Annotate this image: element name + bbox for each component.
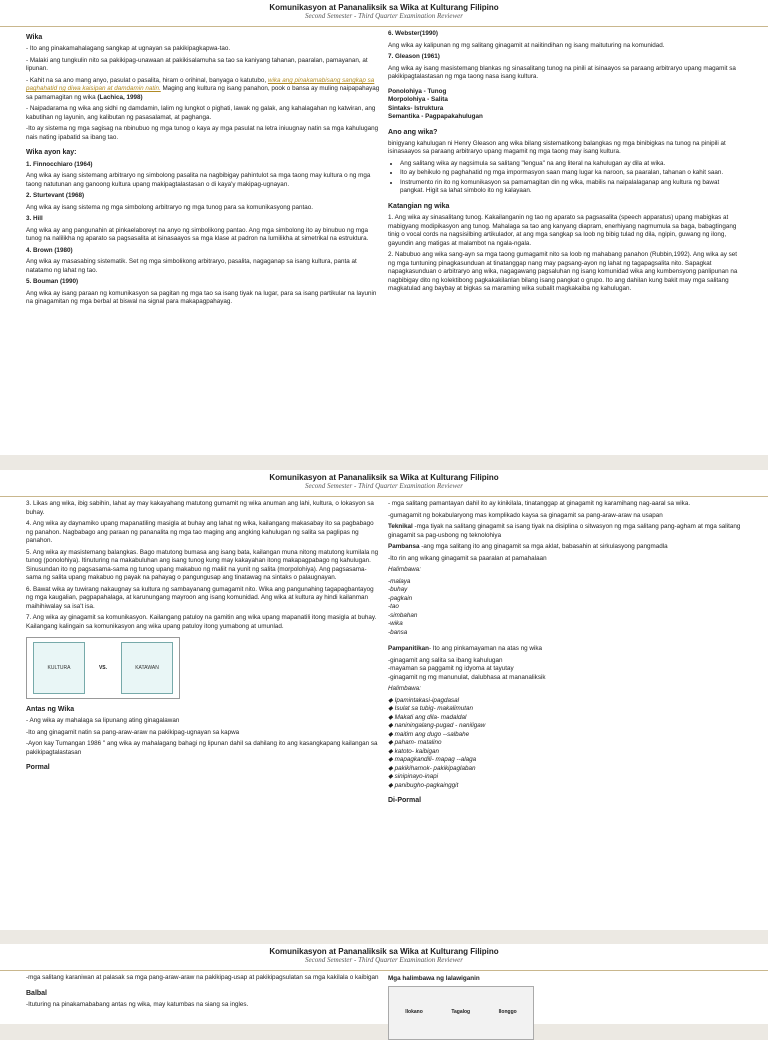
example-item: ◆ mapagkandili- mapag --alaga [388, 756, 477, 763]
definition-text: Ang wika ay kalipunan ng mg salitang ginagamit at naiitindihan ng isang maituturing na komunidad. [388, 41, 665, 49]
paragraph: - Kahit na sa ano mang anyo, pasulat o pasalita, hiram o orihinal, banyaga o katutubo, wika ang pinakamabisang sangkap sa paghahatid ng diwa kaisipan at damdamin natin. Maging ang kultura ng isang panahon, pook o bansa ay muling naipapahayag sa pamamagitan ng wika (Lachica, 1998) [26, 76, 380, 101]
page-header [0, 0, 768, 27]
paragraph: -mga salitang karaniwan at palasak sa mga pang-araw-araw na pakikipag-usap at pakikipagsulatan sa mga kakilala o kaibigan [26, 974, 379, 981]
table-column-header: Ilokano [405, 1009, 423, 1016]
header-title: Komunikasyon at Pananaliksik sa Wika at Kulturang Filipino [269, 473, 499, 482]
example-item: ◆ paham- matalino [388, 739, 442, 746]
list-item: • Instrumento rin ito ng komunikasyon sa pamamagitan din ng wika, mabilis na naipalalaganap ang kultura ng bawat pangkat. Higit sa lahat simbolo ito ng kalayaan. [400, 179, 742, 196]
paragraph: -Ayon kay Tumangan 1986 " ang wika ay mahalagang bahagi ng lipunan dahil sa dahilang ito ang kasangkapang kailangan sa pakikipagtalastasan [26, 740, 378, 756]
definition-text: Ang wika ay isang sistemang arbitraryo ng simbolong pasalita na nagbibigay pahintulot sa mga taong may kultura o ng mga taong natutunan ang ganoong kultura upang makipagtalastasan o di kaya'y makipag-ugnayan. [26, 172, 371, 188]
example-item: ◆ Makati ang dila- madaldal [388, 713, 467, 721]
definition-text: Ang wika ay isang masistemang blankas ng sinasalitang tunog na pinili at isinaayos sa paraang arbitraryo upang magamit sa pakikipagtalastasan ng mga taong nasa isang kultura. [388, 64, 736, 80]
example-list [388, 578, 742, 638]
definition-title: 7. Gleason (1961) [388, 53, 440, 60]
paragraph: 6. Bawat wika ay tuwirang nakaugnay sa kultura ng sambayanang gumagamit nito. Wika ang pangunahing tagapagbantayog ng mga kaugalian, pagpapahalaga, at karunungang mayroon ang isang komunidad. Ang wika at kultura ay hindi kailanman maihihiwalay sa isa't isa. [26, 585, 374, 610]
table-title: Mga halimbawa ng lalawiganin [388, 975, 480, 982]
document-page-1 [0, 0, 768, 455]
paragraph: -ginagamit ng mg manunulat, dalubhasa at mananaliksik [388, 673, 546, 681]
paragraph: 5. Ang wika ay masistemang balangkas. Bago matutong bumasa ang isang bata, kailangan muna nitong matutong kumilala ng tunog (ponolohiya). Itinuturing na makabuluhan ang isang tunog kung may kakayahan itong makapagpabago ng kahulugan. Sinusundan ito ng pagsasama-sama ng tunog upang makabuo ng maliit na yunit ng salita (morpolohiya). Ang pagsasama-sama ng salita upang makabuo ng payak na pahayag o pangungusap ang tinatawag na sintaks o palaugnayan. [26, 548, 379, 581]
page3-right-column [388, 971, 742, 1040]
header-subtitle: Second Semester - Third Quarter Examination Reviewer [305, 956, 463, 964]
section-title: Antas ng Wika [26, 706, 75, 713]
page1-right-column [388, 27, 742, 310]
example-item: ◆ katoto- kaibigan [388, 747, 440, 755]
example-item: ◆ sinipinayo-inapi [388, 773, 438, 780]
term: Sintaks- Istruktura [388, 104, 444, 112]
definition-title: 3. Hill [26, 215, 43, 223]
section-title: Katangian ng wika [388, 202, 450, 210]
example-list [388, 697, 742, 791]
paragraph: binigyang kahulugan ni Henry Gleason ang wika bilang sistematikong balangkas ng mga binibigkas na tunog na pinipili at isinasaayos sa paraang arbitraryo upang magamit ng mga taong may isang kultura. [388, 139, 726, 156]
example-item: -bansa [388, 628, 408, 636]
paragraph: -Ituturing na pinakamababang antas ng wika, may katumbas na siang sa ingles. [26, 1000, 249, 1008]
section-title: Balbal [26, 989, 48, 997]
paragraph: Pambansa -ang mga salitang ito ang ginagamit sa mga aklat, babasahin at sirkulasyong pangmadla [388, 543, 668, 550]
example-title: Halimbawa: [388, 566, 421, 573]
document-page-2 [0, 470, 768, 930]
figure-box-right: KATAWAN [121, 642, 173, 694]
page1-left-column [26, 27, 380, 310]
paragraph: - Ang wika ay mahalaga sa lipunang ating ginagalawan [26, 717, 180, 725]
example-item: ◆ Isulat sa tubig- makalimutan [388, 705, 473, 712]
example-item: -tao [388, 603, 399, 610]
definition-text: Ang wika ay isang paraan ng komunikasyon sa pagitan ng mga tao sa isang tiyak na lugar, para sa isang partikular na layunin na ginagamitan ng mga berbal at biswal na signal para makapagpahayag. [26, 289, 377, 306]
bullet-list [388, 160, 742, 196]
page2-right-column [388, 497, 742, 807]
example-item: ◆ pakikihamok- pakikipaglaban [388, 764, 476, 772]
section-title: Di-Pormal [388, 797, 422, 804]
paragraph: - Malaki ang tungkulin nito sa pakikipag-unawaan at pakikisalamuha sa tao sa kaniyang tahanan, paaralan, pamayanan, at lipunan. [26, 56, 368, 73]
definition-text: Ang wika ay isang sistema ng mga simbolong arbitraryo ng mga tunog para sa komunikasyong pantao. [26, 203, 314, 211]
table-column-header: Tagalog [451, 1009, 471, 1016]
comparison-figure [26, 637, 180, 699]
header-title: Komunikasyon at Pananaliksik sa Wika at Kulturang Filipino [269, 947, 499, 956]
example-item: -pagkain [388, 594, 413, 602]
list-item: • Ang salitang wika ay nagsimula sa salitang "lengua" na ang literal na kahulugan ay dila at wika. [400, 160, 742, 169]
definition-text: Ang wika ay masasabing sistematik. Set ng mga simbolikong arbitraryo, pasalita, nagaganap sa isang kultura, panta at natatamo ng lahat ng tao. [26, 258, 357, 274]
figure-box-left: KULTURA [33, 642, 85, 694]
figure-vs: VS. [98, 664, 108, 671]
section-title: Ano ang wika? [388, 128, 438, 136]
paragraph: 7. Ang wika ay ginagamit sa komunikasyon. Kailangang patuloy na gamitin ang wika upang mapanatili itong masigla at buhay. Kailangang kalingain sa komunikasyon ang wika upang patuloy itong yumabong at umunlad. [26, 614, 377, 630]
paragraph: 1. Ang wika ay sinasalitang tunog. Kakailanganin ng tao ng aparato sa pagsasalita (speech apparatus) upang mabigkas at mabigyang modipikasyon ang tunog. Mahalaga sa tao ang kanyang diapram, enerhiyang nagmumula sa baga, babagtingang tinig o vocal cords na nagsisilbing artikulador, at ang mga sangkap sa loob ng bibig tulad ng dila, ngipin, guwang ng ilong, gayundin ang matigas at malambot na ngala-ngala. [388, 214, 737, 247]
paragraph: -mayaman sa paggamit ng idyoma at tayutay [388, 665, 514, 672]
example-item: -malaya [388, 577, 411, 585]
section-title: Wika ayon kay: [26, 149, 77, 157]
example-title: Halimbawa: [388, 685, 421, 692]
header-title: Komunikasyon at Pananaliksik sa Wika at Kulturang Filipino [269, 3, 499, 12]
header-subtitle: Second Semester - Third Quarter Examination Reviewer [305, 12, 463, 20]
paragraph: -gumagamit ng bokabularyong mas komplikado kaysa sa ginagamit sa pang-araw-araw na usapan [388, 511, 663, 519]
definition-title: 2. Sturtevant (1968) [26, 192, 85, 200]
paragraph: -Ito ay sistema ng mga sagisag na nbinubuo ng mga tunog o kaya ay mga pasulat na letra iniuugnay natin sa mga kahulugang nais nating ipabatid sa ibang tao. [26, 125, 379, 141]
page3-left-column [26, 971, 380, 1040]
definition-title: 1. Finnocchiaro (1964) [26, 160, 93, 168]
paragraph: -Ito rin ang wikang ginagamit sa paaralan at pamahalaan [388, 554, 547, 562]
table-column-header: Ilonggo [498, 1009, 517, 1016]
paragraph: - Naipadarama ng wika ang sidhi ng damdamin, lalim ng lungkot o pighati, lawak ng galak, ang kahalagahan ng katwiran, ang kabutihan ng layunin, ang kalibutan ng pasasalamat, at paghanga. [26, 105, 376, 121]
example-item: ◆ panibugho-pagkainggit [388, 781, 459, 789]
example-item: ◆ naniningalang-pugad - naniligaw [388, 722, 486, 729]
paragraph: Pampanitikan- Ito ang pinkamayaman na atas ng wika [388, 645, 543, 652]
paragraph: - mga salitang pamantayan dahil ito ay kinikilala, tinatanggap at ginagamit ng karamihang nag-aaral sa wika. [388, 500, 691, 507]
section-title: Wika [26, 34, 43, 41]
term: Semantika - Pagpapakahulugan [388, 113, 483, 120]
table-header-row [391, 1009, 531, 1016]
lalawiganin-table [388, 986, 534, 1040]
paragraph: Teknikal -mga tiyak na salitang ginagamit sa isang tiyak na disiplina o sitwasyon ng mga salitang pang-agham at mga salitang ginagamit sa pag-usbong ng teknolohiya [388, 523, 741, 539]
paragraph: -Ito ang ginagamit natin sa pang-araw-araw na pakikipag-ugnayan sa kapwa [26, 728, 240, 736]
page-header [0, 470, 768, 497]
definition-title: 5. Bouman (1990) [26, 278, 79, 286]
paragraph: 4. Ang wika ay daynamiko upang mapanatiling masigla at buhay ang lahat ng wika, kailangang makasabay ito sa pagbabago ng panahon. Nagbabago ang paraan ng pananalita ng mga tao maging ang angking kahulugan ng salita sa paglipas ng panahon. [26, 520, 374, 544]
definition-title: 4. Brown (1980) [26, 246, 73, 254]
term: Morpolohiya - Salita [388, 96, 448, 103]
paragraph: 2. Nabubuo ang wika sang-ayn sa mga taong gumagamit nito sa loob ng mahabang panahon (Rubbin,1992). Ang wika ay set ng mga tuntuning pinagkasunduan at tinatanggap nang may pagsang-ayon ng lahat ng tagapagsalita nito. Sapagkat napagkasunduan o arbitraryo ang wika, nagagawang pagsaluhan ng isang komunidad wika ang kumbensyong panlipunan na nagbibigay dito ng kolektibong pagkakakilanlan bilang isang pangkat o grupo. Ito ang dahilan kung bakit may mga salitang magkatulad ang baybay at bigkas sa maraming wika subalit magkakaiba ng kahulugan. [388, 251, 738, 293]
header-subtitle: Second Semester - Third Quarter Examination Reviewer [305, 482, 463, 490]
example-item: -simbahan [388, 611, 418, 619]
list-item: • Ito ay behikulo ng paghahatid ng mga impormasyon saan mang lugar ka naroon, sa paaralan, tahanan o kahit saan. [400, 169, 742, 178]
paragraph: -ginagamit ang salita sa ibang kahulugan [388, 656, 503, 664]
paragraph: - Ito ang pinakamahalagang sangkap at ugnayan sa pakikipagkapwa-tao. [26, 45, 231, 53]
definition-text: Ang wika ay ang pangunahin at pinkaelaboreyt na anyo ng simbolikong pantao. Ang mga simbolong ito ay binubuo ng mga tunog na nalilikha ng aparato sa pagsasalita at isinasaayos sa mga klase at padron na lumilikha at simetrikal na estruktura. [26, 226, 369, 243]
example-item: ◆ maitim ang dugo --salbahe [388, 730, 470, 738]
definition-title: 6. Webster(1990) [388, 30, 438, 37]
page-header [0, 944, 768, 971]
term: Ponolohiya - Tunog [388, 87, 447, 95]
paragraph: 3. Likas ang wika, ibig sabihin, lahat ay may kakayahang matutong gumamit ng wika anuman ang lahi, kultura, o lokasyon sa buhay. [26, 500, 374, 516]
section-title: Pormal [26, 764, 50, 772]
document-page-3 [0, 944, 768, 1024]
page2-left-column [26, 497, 380, 807]
example-item: ◆ Ipamintakasi-ipagdasal [388, 696, 459, 704]
example-item: -wika [388, 620, 403, 627]
example-item: -buhay [388, 586, 408, 593]
